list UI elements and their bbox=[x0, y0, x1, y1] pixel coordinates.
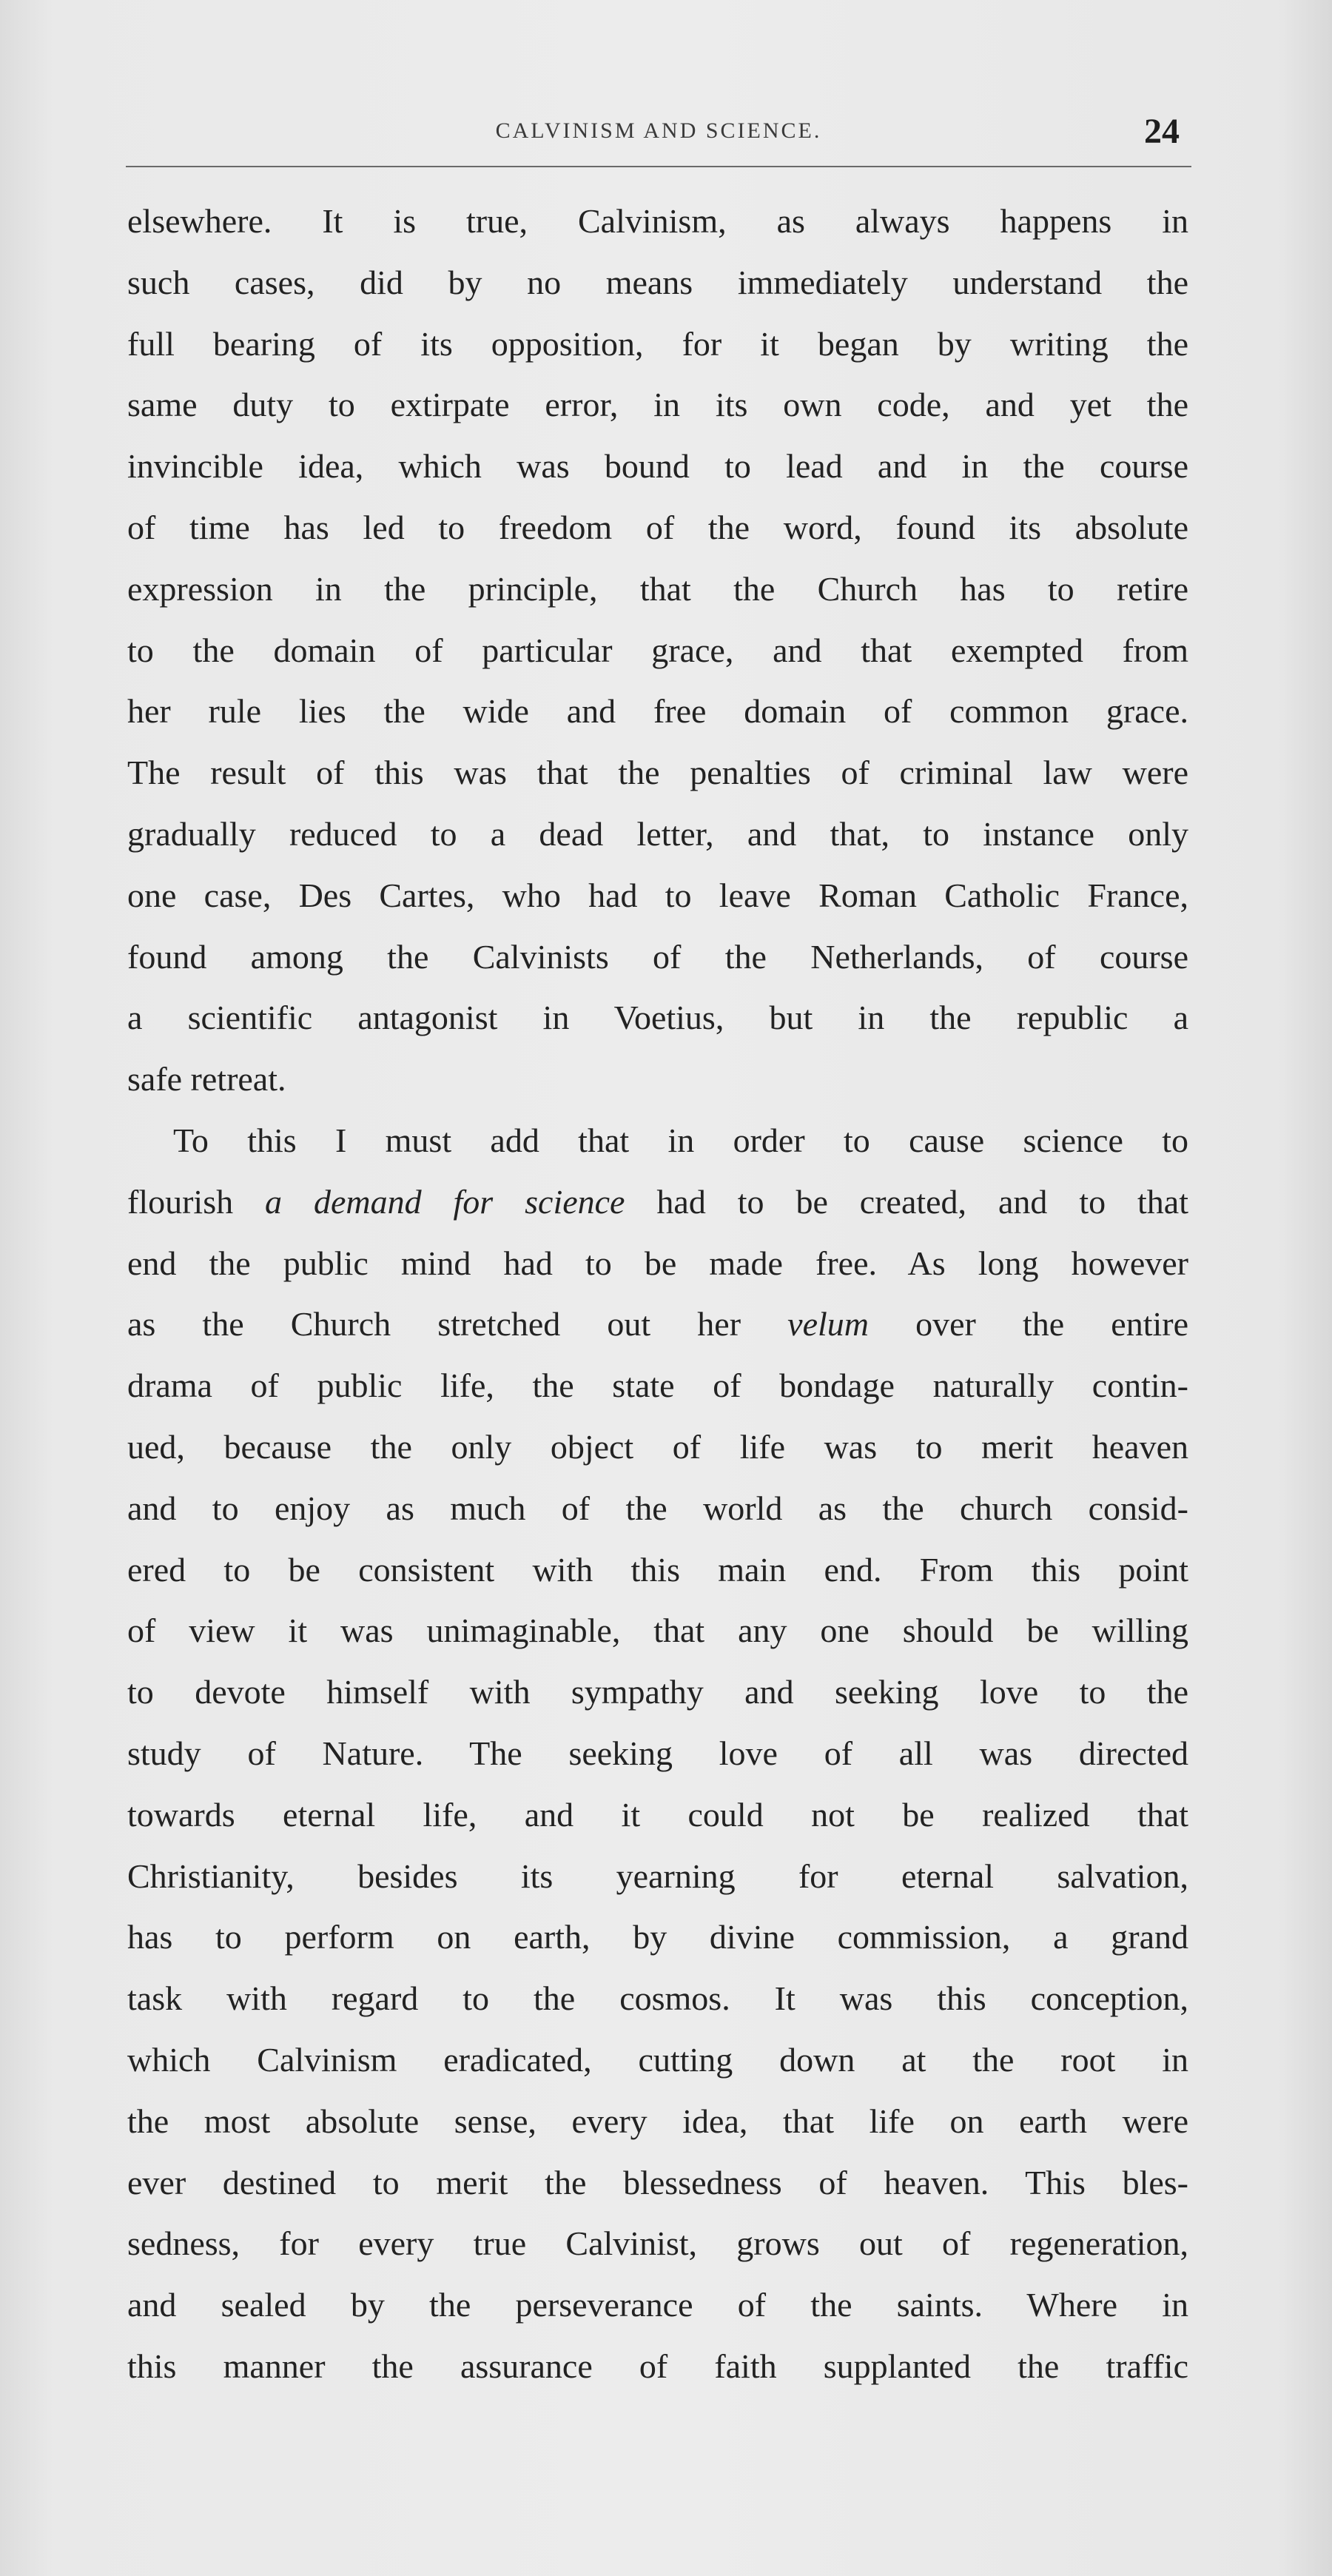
text-line: the most absolute sense, every idea, that life on earth were bbox=[127, 2102, 1188, 2140]
text-line: of view it was unimaginable, that any one should be willing bbox=[127, 1611, 1188, 1650]
body-text bbox=[127, 191, 1188, 2398]
text-line: and to enjoy as much of the world as the church consid- bbox=[127, 1489, 1188, 1527]
text-line: drama of public life, the state of bondage naturally contin- bbox=[127, 1366, 1188, 1405]
text-line: to the domain of particular grace, and that exempted from bbox=[127, 631, 1188, 669]
text-line: of time has led to freedom of the word, found its absolute bbox=[127, 508, 1188, 546]
text-line: her rule lies the wide and free domain of common grace. bbox=[127, 692, 1188, 731]
text-line: towards eternal life, and it could not be realized that bbox=[127, 1795, 1188, 1834]
text-line: full bearing of its opposition, for it began by writing the bbox=[127, 324, 1188, 363]
text-line: found among the Calvinists of the Netherlands, of course bbox=[127, 937, 1188, 976]
text-line: and sealed by the perseverance of the saints. Where in bbox=[127, 2286, 1188, 2324]
text-line: ever destined to merit the blessedness of heaven. This bles- bbox=[127, 2163, 1188, 2201]
text-line: which Calvinism eradicated, cutting down at the root in bbox=[127, 2040, 1188, 2079]
text-line: ued, because the only object of life was to merit heaven bbox=[127, 1427, 1188, 1466]
text-line: expression in the principle, that the Church has to retire bbox=[127, 569, 1188, 608]
text-line: invincible idea, which was bound to lead and in the course bbox=[127, 447, 1188, 486]
text-line: gradually reduced to a dead letter, and that, to instance only bbox=[127, 814, 1188, 853]
running-title: CALVINISM AND SCIENCE. bbox=[495, 118, 822, 143]
text-line: end the public mind had to be made free. As long however bbox=[127, 1244, 1188, 1282]
text-line: sedness, for every true Calvinist, grows out of regeneration, bbox=[127, 2224, 1188, 2263]
text-line: task with regard to the cosmos. It was this conception, bbox=[127, 1979, 1188, 2018]
page-number: 24 bbox=[1144, 112, 1180, 151]
text-line: ered to be consistent with this main end. From this point bbox=[127, 1550, 1188, 1589]
text-line: one case, Des Cartes, who had to leave Roman Catholic France, bbox=[127, 876, 1188, 914]
text-line: to devote himself with sympathy and seeking love to the bbox=[127, 1673, 1188, 1711]
text-line: To this I must add that in order to cause science to bbox=[173, 1121, 1188, 1159]
text-line: this manner the assurance of faith supplanted the traffic bbox=[127, 2347, 1188, 2385]
text-line: safe retreat. bbox=[127, 1060, 286, 1099]
italic-phrase: a demand for science bbox=[265, 1182, 625, 1221]
text-line: as the Church stretched out her velum over the entire bbox=[127, 1305, 1188, 1344]
text-line: has to perform on earth, by divine commission, a grand bbox=[127, 1918, 1188, 1956]
text-line: flourish a demand for science had to be created, and to that bbox=[127, 1182, 1189, 1221]
text-line: a scientific antagonist in Voetius, but in the republic a bbox=[127, 999, 1188, 1037]
text-line: Christianity, besides its yearning for eternal salvation, bbox=[127, 1856, 1188, 1895]
italic-phrase: velum bbox=[787, 1305, 870, 1344]
text-line: study of Nature. The seeking love of all was directed bbox=[127, 1734, 1188, 1772]
text-line: such cases, did by no means immediately understand the bbox=[127, 263, 1188, 301]
text-line: same duty to extirpate error, in its own code, and yet the bbox=[127, 386, 1188, 424]
text-line: The result of this was that the penalties of criminal law were bbox=[127, 754, 1188, 792]
text-line: elsewhere. It is true, Calvinism, as always happens in bbox=[127, 202, 1188, 240]
running-head bbox=[126, 111, 1191, 178]
header-rule bbox=[126, 166, 1191, 167]
